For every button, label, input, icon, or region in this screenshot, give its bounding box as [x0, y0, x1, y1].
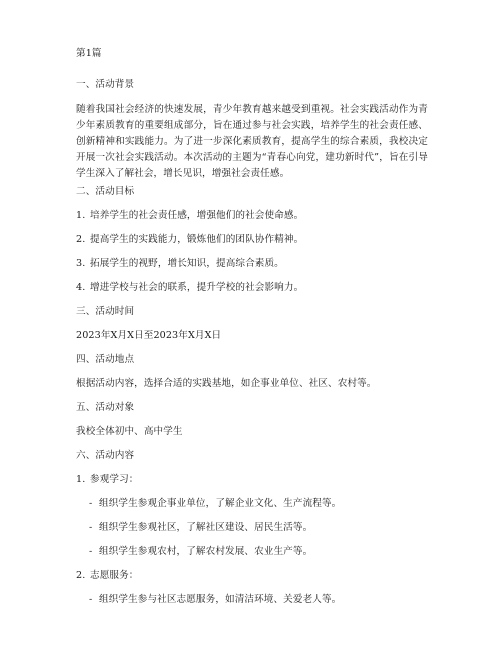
goal-number: 4. — [76, 282, 86, 293]
subitem-text: 组织学生参与社区志愿服务，如清洁环境、关爱老人等。 — [99, 594, 342, 605]
heading-background: 一、活动背景 — [76, 79, 135, 90]
content-subitem — [89, 545, 312, 558]
goal-number: 1. — [76, 210, 86, 221]
goal-number: 2. — [76, 234, 86, 245]
background-paragraph: 随着我国社会经济的快速发展，青少年教育越来越受到重视。社会实践活动作为青少年素质教育的重要组成部分，旨在通过参与社会实践，培养学生的社会责任感、创新精神和实践能力。为了进一步深化素质教育，提高学生的综合素质，我校决定开展一次社会实践活动。本次活动的主题为“青春心向党，建功新时代”，旨在引导学生深入了解社会，增长见识，增强社会责任感。 — [76, 104, 428, 179]
subitem-text: 组织学生参观社区，了解社区建设、居民生活等。 — [99, 522, 313, 533]
content-item-title — [76, 569, 138, 582]
goal-text: 培养学生的社会责任感，增强他们的社会使命感。 — [90, 210, 304, 221]
place-text: 根据活动内容，选择合适的实践基地，如企事业单位、社区、农村等。 — [76, 378, 377, 389]
dash-bullet: - — [89, 498, 93, 509]
content-subitem — [89, 521, 312, 534]
time-text: 2023年X月X日至2023年X月X日 — [76, 330, 222, 341]
content-subitem — [89, 593, 341, 606]
goal-item — [76, 209, 303, 222]
content-subitem — [89, 497, 341, 510]
goal-number: 3. — [76, 258, 86, 269]
dash-bullet: - — [89, 594, 93, 605]
goal-text: 拓展学生的视野，增长知识，提高综合素质。 — [90, 258, 284, 269]
part-title: 第1篇 — [76, 48, 102, 59]
dash-bullet: - — [89, 546, 93, 557]
content-number: 1. — [76, 474, 86, 485]
heading-time: 三、活动时间 — [76, 306, 135, 317]
subitem-text: 组织学生参观企事业单位，了解企业文化、生产流程等。 — [99, 498, 342, 509]
goal-item — [76, 233, 303, 246]
dash-bullet: - — [89, 522, 93, 533]
goal-item — [76, 257, 284, 270]
content-title: 志愿服务： — [90, 570, 139, 581]
content-number: 2. — [76, 570, 86, 581]
heading-content: 六、活动内容 — [76, 450, 135, 461]
heading-goals: 二、活动目标 — [76, 186, 135, 197]
heading-place: 四、活动地点 — [76, 354, 135, 365]
heading-target: 五、活动对象 — [76, 402, 135, 413]
subitem-text: 组织学生参观农村，了解农村发展、农业生产等。 — [99, 546, 313, 557]
goal-text: 增进学校与社会的联系，提升学校的社会影响力。 — [90, 282, 304, 293]
goal-item — [76, 281, 303, 294]
content-title: 参观学习： — [90, 474, 139, 485]
target-text: 我校全体初中、高中学生 — [76, 426, 183, 437]
goal-text: 提高学生的实践能力，锻炼他们的团队协作精神。 — [90, 234, 304, 245]
content-item-title — [76, 473, 138, 486]
